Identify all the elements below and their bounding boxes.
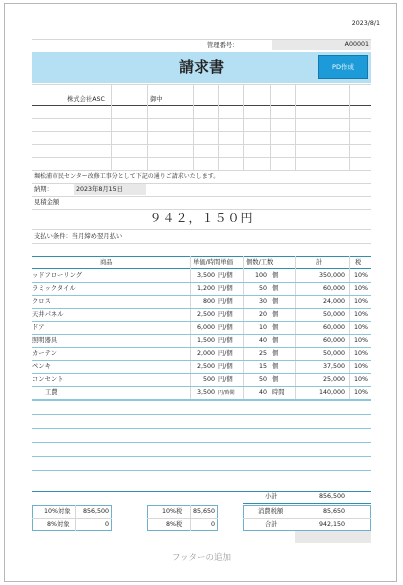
item-qty-unit: 個 [272,363,279,370]
delivery-value: 2023年8月15日 [76,186,123,193]
column-header-qty: 個数/工数 [246,259,274,266]
eight-tax-label: 8%税 [166,521,183,528]
item-price: 3,500 [196,389,215,396]
item-name: ラミックタイル [32,285,76,292]
table-row [32,361,371,373]
table-row [32,296,371,308]
column-header-total: 計 [316,259,323,266]
item-qty-unit: 時間 [272,389,285,396]
item-tax: 10% [354,324,368,331]
item-name: 天井パネル [32,311,64,318]
empty-row-line [32,470,371,471]
grid-line [32,229,371,230]
empty-row-line [32,456,371,457]
table-row [32,322,371,334]
item-price: 6,000 [196,324,215,331]
item-qty-unit: 個 [272,376,279,383]
table-row [32,270,371,282]
grand-total-label: 合計 [265,521,278,528]
item-qty: 40 [258,337,267,344]
grid-line [32,144,371,145]
empty-row-line [32,428,371,429]
summary-top-line [32,491,371,492]
item-qty: 20 [258,311,267,318]
item-tax: 10% [354,311,368,318]
item-qty: 100 [254,272,267,279]
item-total: 60,000 [322,337,345,344]
eight-tax-value: 0 [210,521,215,528]
item-unit: 円/時間 [218,390,235,396]
item-price: 3,500 [196,272,215,279]
item-price: 2,500 [196,311,215,318]
item-qty: 10 [258,324,267,331]
eight-target-label: 8%対象 [47,521,70,528]
item-unit: 円/個 [218,350,233,357]
item-tax: 10% [354,350,368,357]
item-total: 60,000 [322,324,345,331]
grid-line [349,84,350,170]
item-unit: 円/個 [218,324,233,331]
footer-add[interactable]: フッターの追加 [172,553,231,563]
item-unit: 円/個 [218,298,233,305]
item-unit: 円/個 [218,376,233,383]
item-price: 2,000 [196,350,215,357]
page-title: 請求書 [178,58,224,76]
item-unit: 円/個 [218,363,233,370]
table-row [32,309,371,321]
intro-text: 堀松浦市民センター改修工事分として下記の通りご請求いたします。 [34,173,220,180]
item-unit: 円/個 [218,311,233,318]
grid-line [32,243,371,244]
item-qty-unit: 個 [272,350,279,357]
grand-total-value: 942,150 [318,521,345,528]
tax-amount-label: 消費税額 [258,508,284,515]
item-unit: 円/個 [218,272,233,279]
item-tax: 10% [354,389,368,396]
item-total: 50,000 [322,350,345,357]
item-total: 60,000 [322,285,345,292]
total-amount: ９４２，１５０円 [149,211,254,225]
item-name: ドア [32,324,45,331]
item-price: 2,500 [196,363,215,370]
grid-line [243,518,371,519]
grid-line [32,84,371,85]
grid-line [32,196,371,197]
item-qty: 25 [258,350,267,357]
column-header-unit-price: 単価/時間単価 [193,259,233,266]
grid-line [243,84,244,170]
customer-name: 株式会社ASC [67,96,105,103]
item-tax: 10% [354,337,368,344]
item-name: ッドフローリング [32,272,83,279]
eight-target-value: 0 [104,521,109,528]
grid-line [32,157,371,158]
grid-line [270,84,271,170]
grid-line [147,84,148,170]
estimate-label: 見積金額 [34,199,60,206]
empty-row-line [32,400,371,401]
table-row [32,283,371,295]
summary-line [243,503,371,504]
grid-line [218,84,219,170]
grid-line [111,84,112,170]
item-total: 140,000 [318,389,345,396]
item-name: ペンキ [32,363,51,370]
item-total: 37,500 [322,363,345,370]
item-tax: 10% [354,285,368,292]
item-tax: 10% [354,272,368,279]
item-total: 50,000 [322,311,345,318]
table-top-line [32,256,371,257]
grid-line [295,84,296,170]
table-row [32,374,371,386]
column-header-item: 商品 [100,259,113,266]
item-price: 800 [202,298,215,305]
item-qty-unit: 個 [272,324,279,331]
item-name: 照明器具 [32,337,58,344]
item-qty-unit: 個 [272,298,279,305]
pdf-create-button[interactable]: PD作成 [318,55,368,79]
item-unit: 円/個 [218,285,233,292]
grid-line [147,518,218,519]
table-header-line [32,268,371,269]
payment-terms: 支払い条件：当月締め翌月払い [34,233,123,240]
grid-line [193,84,194,170]
item-qty-unit: 個 [272,311,279,318]
item-total: 25,000 [322,376,345,383]
column-header-tax: 税 [355,259,362,266]
item-total: 350,000 [318,272,345,279]
item-price: 1,500 [196,337,215,344]
table-row [32,348,371,360]
item-qty: 50 [258,285,267,292]
grid-line [32,39,371,40]
empty-row-line [32,442,371,443]
item-qty-unit: 個 [272,285,279,292]
item-qty-unit: 個 [272,272,279,279]
item-qty: 50 [258,376,267,383]
table-row [32,335,371,347]
grid-line [32,118,371,119]
customer-underline [32,105,371,106]
ten-target-value: 856,500 [82,508,109,515]
item-total: 24,000 [322,298,345,305]
table-row [32,387,371,399]
item-name: クロス [32,298,51,305]
management-label: 管理番号： [207,42,239,49]
item-qty: 40 [258,389,267,396]
grid-line [32,170,371,171]
ten-target-label: 10%対象 [44,508,71,515]
item-price: 1,200 [196,285,215,292]
item-price: 500 [202,376,215,383]
item-qty-unit: 個 [272,337,279,344]
ten-tax-value: 85,650 [192,508,215,515]
honorific: 御中 [150,96,163,103]
shaded-cell [295,531,371,543]
item-unit: 円/個 [218,337,233,344]
grid-line [32,131,371,132]
item-name: カーテン [32,350,57,357]
ten-tax-label: 10%税 [162,508,183,515]
item-name: 工費 [45,389,58,396]
grid-line [32,518,112,519]
empty-row-line [32,414,371,415]
item-tax: 10% [354,298,368,305]
delivery-label: 納期： [34,186,53,193]
item-qty: 30 [258,298,267,305]
subtotal-value: 856,500 [318,493,345,500]
item-tax: 10% [354,363,368,370]
subtotal-label: 小計 [265,493,278,500]
invoice-date: 2023/8/1 [351,20,380,27]
management-number: A00001 [344,41,369,48]
item-qty: 15 [258,363,267,370]
tax-amount-value: 85,650 [322,508,345,515]
item-name: コンセント [32,376,64,383]
item-tax: 10% [354,376,368,383]
